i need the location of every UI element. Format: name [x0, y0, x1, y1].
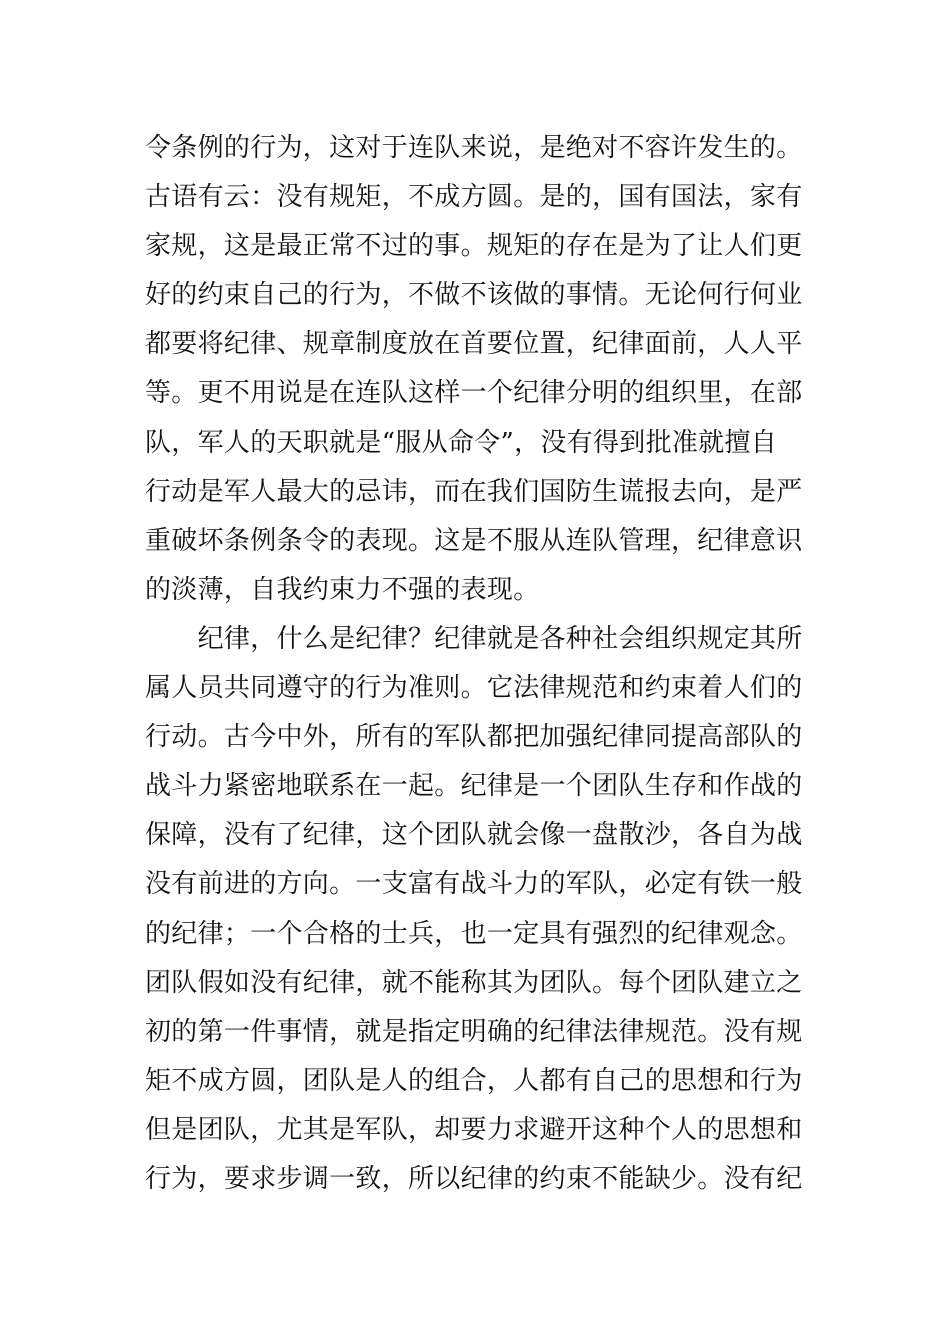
text-line: 行动是军人最大的忌讳，而在我们国防生谎报去向，是严 [145, 476, 803, 507]
text-line: 都要将纪律、规章制度放在首要位置，纪律面前，人人平 [145, 329, 803, 360]
text-line: 属人员共同遵守的行为准则。它法律规范和约束着人们的 [145, 673, 803, 704]
text-line: 的淡薄，自我约束力不强的表现。 [145, 574, 540, 605]
text-line: 但是团队，尤其是军队，却要力求避开这种个人的思想和 [145, 1114, 803, 1145]
text-line: 的纪律；一个合格的士兵，也一定具有强烈的纪律观念。 [145, 918, 803, 949]
text-line: 矩不成方圆，团队是人的组合，人都有自己的思想和行为 [145, 1065, 803, 1096]
text-line: 初的第一件事情，就是指定明确的纪律法律规范。没有规 [145, 1016, 803, 1047]
text-line: 行为，要求步调一致，所以纪律的约束不能缺少。没有纪 [145, 1163, 803, 1194]
text-line: 纪律，什么是纪律？纪律就是各种社会组织规定其所 [145, 623, 803, 654]
text-line: 没有前进的方向。一支富有战斗力的军队，必定有铁一般 [145, 869, 803, 900]
text-line: 行动。古今中外，所有的军队都把加强纪律同提高部队的 [145, 722, 803, 753]
text-line: 好的约束自己的行为，不做不该做的事情。无论何行何业 [145, 280, 803, 311]
text-line: 战斗力紧密地联系在一起。纪律是一个团队生存和作战的 [145, 771, 803, 802]
text-line: 保障，没有了纪律，这个团队就会像一盘散沙，各自为战 [145, 820, 803, 851]
text-line: 团队假如没有纪律，就不能称其为团队。每个团队建立之 [145, 967, 803, 998]
text-line: 古语有云：没有规矩，不成方圆。是的，国有国法，家有 [145, 182, 803, 213]
text-line: 队，军人的天职就是“服从命令”，没有得到批准就擅自 [145, 427, 778, 458]
body-text [145, 124, 815, 1204]
text-line: 家规，这是最正常不过的事。规矩的存在是为了让人们更 [145, 231, 803, 262]
text-line: 等。更不用说是在连队这样一个纪律分明的组织里，在部 [145, 378, 803, 409]
text-line: 令条例的行为，这对于连队来说，是绝对不容许发生的。 [145, 133, 803, 163]
text-line: 重破坏条例条令的表现。这是不服从连队管理，纪律意识 [145, 525, 803, 556]
